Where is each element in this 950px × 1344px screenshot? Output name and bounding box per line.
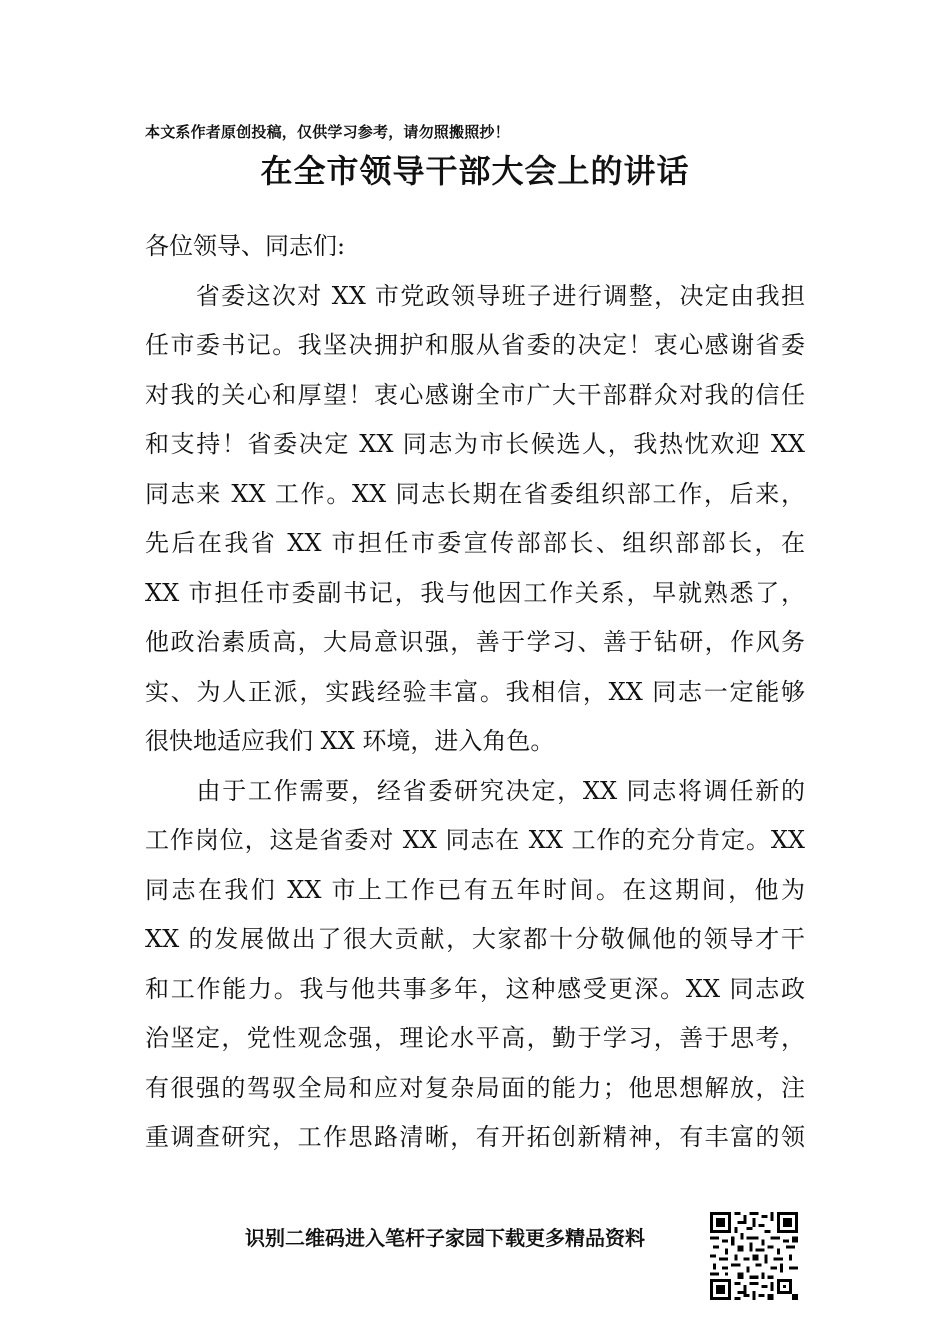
paragraph-1 — [145, 272, 805, 767]
text-line: 同志来 XX 工作。XX 同志长期在省委组织部工作，后来， — [145, 479, 805, 508]
text-line: 工作岗位，这是省委对 XX 同志在 XX 工作的充分肯定。XX — [145, 826, 805, 854]
text-line: 实、为人正派，实践经验丰富。我相信，XX 同志一定能够 — [145, 677, 805, 706]
text-line: 任市委书记。我坚决拥护和服从省委的决定！衷心感谢省委 — [145, 331, 805, 359]
text-line: 由于工作需要，经省委研究决定，XX 同志将调任新的 — [145, 776, 805, 805]
text-line: 先后在我省 XX 市担任市委宣传部部长、组织部部长，在 — [145, 529, 805, 557]
salutation: 各位领导、同志们: — [145, 232, 346, 260]
qr-code-icon[interactable] — [710, 1212, 798, 1300]
text-line: 对我的关心和厚望！衷心感谢全市广大干部群众对我的信任 — [145, 380, 805, 409]
text-line: 和工作能力。我与他共事多年，这种感受更深。XX 同志政 — [145, 974, 805, 1003]
text-line: XX 市担任市委副书记，我与他因工作关系，早就熟悉了， — [145, 578, 805, 607]
document-title: 在全市领导干部大会上的讲话 — [260, 152, 690, 190]
text-line: 同志在我们 XX 市上工作已有五年时间。在这期间，他为 — [145, 875, 805, 904]
paragraph-2 — [145, 767, 805, 1163]
text-line: 他政治素质高，大局意识强，善于学习、善于钻研，作风务 — [145, 628, 805, 656]
text-line: 很快地适应我们 XX 环境，进入角色。 — [145, 727, 555, 755]
speech-body — [145, 222, 805, 1163]
copyright-notice: 本文系作者原创投稿，仅供学习参考，请勿照搬照抄！ — [145, 123, 510, 141]
text-line: 和支持！省委决定 XX 同志为市长候选人，我热忱欢迎 XX — [145, 430, 805, 458]
text-line: XX 的发展做出了很大贡献，大家都十分敬佩他的领导才干 — [145, 925, 805, 953]
text-line: 重调查研究，工作思路清晰，有开拓创新精神，有丰富的领 — [145, 1123, 805, 1151]
text-line: 治坚定，党性观念强，理论水平高，勤于学习，善于思考， — [145, 1024, 805, 1052]
text-line: 省委这次对 XX 市党政领导班子进行调整，决定由我担 — [145, 281, 805, 310]
footer-promo-text: 识别二维码进入笔杆子家园下载更多精品资料 — [245, 1226, 645, 1250]
text-line: 有很强的驾驭全局和应对复杂局面的能力；他思想解放，注 — [145, 1073, 805, 1102]
